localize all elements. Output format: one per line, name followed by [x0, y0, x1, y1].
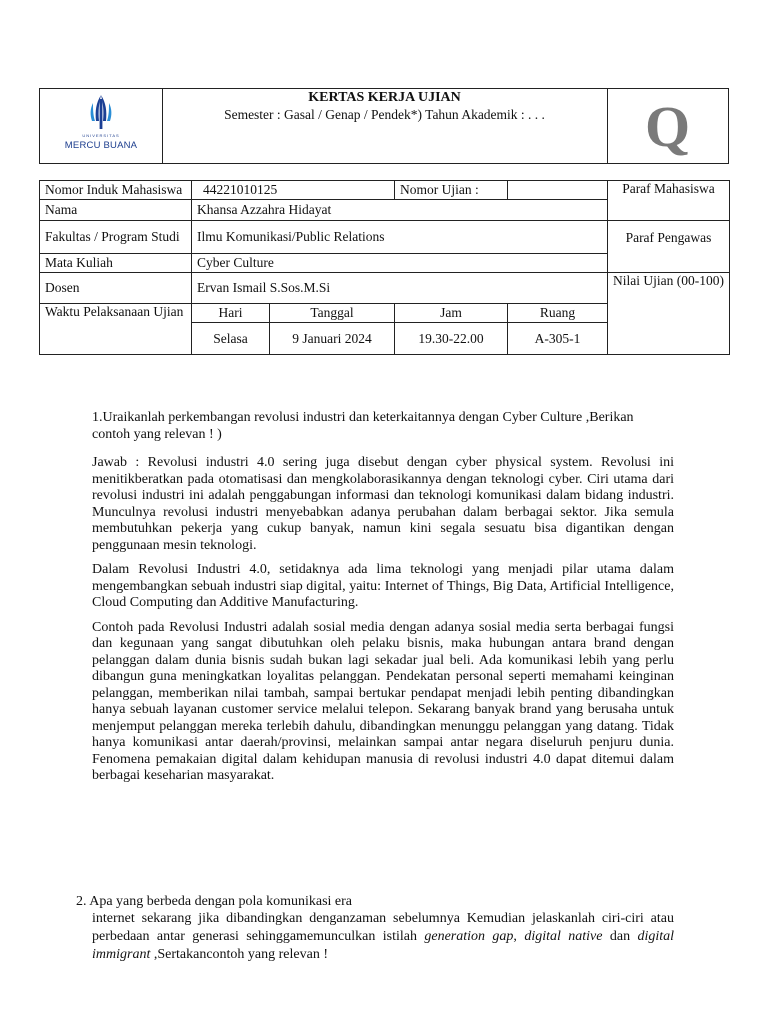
matkul-label: Mata Kuliah: [40, 254, 192, 273]
answer-paragraph: Jawab : Revolusi industri 4.0 sering juga disebut dengan cyber physical system. Revolusi ini menitikberatkan pada otomatisasi dan mengkolaborasikannya dengan teknologi cyber. Ciri utama dari revolusi industri ini adalah penggabungan informasi dan teknologi komunikasi dalam bidang industri. Munculnya revolusi industri menyebabkan adanya perubahan dalam berbagai sektor. Jika semula membutuhkan pekerja yang cukup banyak, namun kini segala sesuatu bisa digantikan dengan penggunaan mesin teknologi.: [92, 455, 674, 553]
student-info-table: [39, 180, 730, 355]
question-2-text-a: internet sekarang jika dibandingkan denganzaman sebelumnya Kemudian jelaskanlah ciri-ciri atau perbedaan antar generasi sehinggamemunculkan istilah: [92, 911, 674, 944]
col-jam: Jam: [395, 304, 508, 323]
mercu-buana-logo-icon: [87, 95, 115, 133]
logo-cell: [40, 89, 163, 163]
title-cell: [162, 89, 608, 163]
dosen-value: Ervan Ismail S.Sos.M.Si: [192, 273, 608, 304]
tanggal-value: 9 Januari 2024: [270, 323, 395, 355]
paraf-pengawas: [608, 221, 730, 273]
logo-name: MERCU BUANA: [64, 140, 138, 151]
question-2-line1: 2. Apa yang berbeda dengan pola komunikasi era: [76, 894, 353, 909]
semester-line: Semester : Gasal / Genap / Pendek*) Tahun Akademik : . . .: [224, 107, 545, 122]
question-2-body: [92, 910, 674, 964]
jam-value: 19.30-22.00: [395, 323, 508, 355]
exam-number-label: Nomor Ujian :: [395, 181, 508, 200]
nilai-ujian: [608, 273, 730, 355]
hari-value: Selasa: [192, 323, 270, 355]
nilai-ujian-label: Nilai Ujian (00-100): [613, 273, 724, 288]
paraf-pengawas-label: Paraf Pengawas: [625, 230, 712, 245]
ruang-value: A-305-1: [508, 323, 608, 355]
col-ruang: Ruang: [508, 304, 608, 323]
answer-paragraph: Contoh pada Revolusi Industri adalah sosial media dengan adanya sosial media serta berbagai fungsi dan kegunaan yang sangat dibutuhkan oleh pelaku bisnis, maka hubungan antara brand dengan pelanggan dalam dunia bisnis sudah bukan lagi sekadar jual beli. Ada komunikasi lebih yang perlu dibangun guna meningkatkan loyalitas pelanggan. Pendekatan personal seperti memahami keinginan pelanggan, memberikan nilai tambah, sampai bertukar pendapat menjadi lebih penting dibandingkan hanya sebuah layanan customer service melalui telepon. Sekarang banyak brand yang berusaha untuk menjemput pelanggan mereka terlebih dahulu, dibandingkan menunggu pelanggan yang datang. Tidak hanya komunikasi antar daerah/provinsi, melainkan sampai antar negara diseluruh penjuru dunia. Fenomena pemakaian digital dalam kehidupan manusia di revolusi industri 4.0 dapat ditemui dalam berbagai keseharian masyarakat.: [92, 619, 674, 783]
paraf-mahasiswa: [608, 181, 730, 221]
question-2-text-b: ,Sertakancontoh yang relevan !: [150, 947, 328, 962]
fakultas-label: Fakultas / Program Studi: [40, 221, 192, 254]
exam-header: [39, 88, 729, 164]
nama-value: Khansa Azzahra Hidayat: [192, 200, 608, 221]
fakultas-value: Ilmu Komunikasi/Public Relations: [192, 221, 608, 254]
answer-1: [92, 455, 674, 793]
q-cell: [607, 89, 728, 163]
answer-paragraph: Dalam Revolusi Industri 4.0, setidaknya ada lima teknologi yang menjadi pilar utama dalam mengembangkan sebuah industri siap digital, yaitu: Internet of Things, Big Data, Artificial Intelligence, Cloud Computing dan Additive Manufacturing.: [92, 562, 674, 610]
nim-label: Nomor Induk Mahasiswa: [40, 181, 192, 200]
matkul-value: Cyber Culture: [192, 254, 608, 273]
question-1: 1.Uraikanlah perkembangan revolusi industri dan keterkaitannya dengan Cyber Culture ,Berikan contoh yang relevan ! ): [92, 410, 634, 442]
col-hari: Hari: [192, 304, 270, 323]
q-logo: Q: [644, 94, 691, 159]
term-digital-native: digital native: [524, 929, 603, 944]
col-tanggal: Tanggal: [270, 304, 395, 323]
logo-university-text: UNIVERSITAS: [82, 133, 120, 138]
term-generation-gap: generation gap: [424, 929, 514, 944]
question-2-sep2: dan: [602, 929, 638, 944]
dosen-label: Dosen: [40, 273, 192, 304]
nama-label: Nama: [40, 200, 192, 221]
nim-value: 44221010125: [192, 181, 395, 200]
waktu-label: Waktu Pelaksanaan Ujian: [40, 304, 192, 355]
term-digital-immigrant: digital immigrant: [92, 929, 675, 962]
page-title: KERTAS KERJA UJIAN: [308, 90, 461, 105]
paraf-mahasiswa-label: Paraf Mahasiswa: [622, 181, 715, 196]
exam-number-value: [508, 181, 608, 200]
question-2-sep1: ,: [513, 929, 525, 944]
